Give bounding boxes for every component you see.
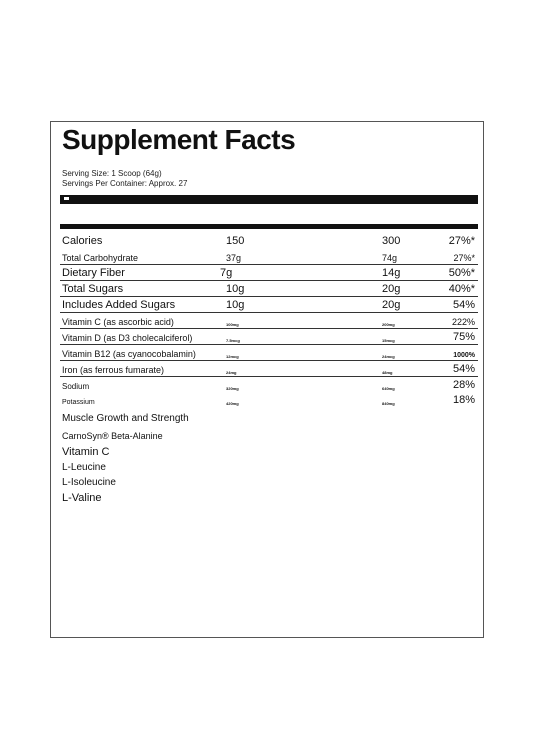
blend-title: Muscle Growth and Strength: [62, 413, 189, 424]
amount-per-two-servings: 640mg: [382, 386, 395, 391]
nutrient-row-added-sugars: [60, 296, 478, 313]
daily-value: 40%*: [448, 283, 475, 295]
amount-per-serving: 24mg: [226, 370, 237, 375]
amount-per-serving: 12mcg: [226, 354, 239, 359]
amount-per-two-servings: 24mcg: [382, 354, 395, 359]
nutrient-name: Calories: [62, 235, 103, 247]
nutrient-row-dietary-fiber: [60, 264, 478, 281]
nutrient-name: Sodium: [62, 382, 90, 391]
amount-per-two-servings: 20g: [382, 299, 401, 311]
nutrient-row-vitamin-d: [60, 328, 478, 345]
blend-item: Vitamin C: [62, 446, 110, 458]
nutrient-row-iron: [60, 360, 478, 377]
amount-per-two-servings: 74g: [382, 253, 398, 263]
amount-per-serving: 420mg: [226, 401, 239, 406]
nutrient-name: Iron (as ferrous fumarate): [62, 365, 165, 375]
amount-per-serving: 10g: [226, 283, 245, 295]
amount-per-serving: 320mg: [226, 386, 239, 391]
nutrient-row-potassium: [60, 391, 478, 407]
daily-value: 27%*: [448, 235, 475, 247]
amount-per-serving: 37g: [226, 253, 242, 263]
daily-value: 54%: [452, 363, 475, 375]
nutrient-row-vitamin-c: [60, 312, 478, 329]
amount-per-two-servings: 300: [382, 235, 401, 247]
nutrient-name: Potassium: [62, 399, 95, 406]
daily-value: 54%: [452, 299, 475, 311]
blend-item: CarnoSyn® Beta-Alanine: [62, 431, 163, 441]
supplement-facts-panel: [50, 121, 484, 638]
divider-mark: [64, 197, 69, 200]
amount-per-serving: 7g: [220, 267, 233, 279]
nutrient-row-total-carbohydrate: [60, 248, 478, 265]
daily-value: 75%: [452, 331, 475, 343]
amount-per-two-servings: 48mg: [382, 370, 393, 375]
nutrient-name: Total Carbohydrate: [62, 253, 139, 263]
amount-per-serving: 10g: [226, 299, 245, 311]
daily-value: 222%: [451, 317, 475, 327]
blend-item: L-Leucine: [62, 462, 106, 473]
amount-per-serving: 150: [226, 235, 245, 247]
amount-per-two-servings: 840mg: [382, 401, 395, 406]
amount-per-two-servings: 20g: [382, 283, 401, 295]
nutrient-row-sodium: [60, 376, 478, 392]
page-title: Supplement Facts: [62, 124, 296, 155]
blend-item: L-Valine: [62, 492, 102, 504]
nutrient-name: Vitamin B12 (as cyanocobalamin): [62, 349, 196, 359]
blend-item: L-Isoleucine: [62, 477, 116, 488]
amount-per-two-servings: 15mcg: [382, 338, 395, 343]
nutrient-name: Total Sugars: [62, 283, 124, 295]
amount-per-two-servings: 200mg: [382, 322, 395, 327]
medium-divider: [60, 224, 478, 229]
thick-divider: [60, 195, 478, 204]
daily-value: 28%: [452, 379, 475, 391]
servings-per-container: Servings Per Container: Approx. 27: [62, 179, 188, 188]
nutrient-row-vitamin-b12: [60, 344, 478, 361]
daily-value: 50%*: [448, 267, 475, 279]
serving-size: Serving Size: 1 Scoop (64g): [62, 169, 162, 178]
daily-value: 18%: [452, 394, 475, 406]
nutrient-name: Dietary Fiber: [62, 267, 125, 279]
nutrient-row-total-sugars: [60, 280, 478, 297]
amount-per-serving: 100mg: [226, 322, 239, 327]
nutrient-row-calories: [60, 232, 478, 248]
nutrient-name: Vitamin D (as D3 cholecalciferol): [62, 333, 193, 343]
daily-value: 1000%: [453, 352, 475, 359]
nutrient-name: Vitamin C (as ascorbic acid): [62, 317, 174, 327]
amount-per-two-servings: 14g: [382, 267, 401, 279]
daily-value: 27%*: [453, 253, 475, 263]
nutrient-name: Includes Added Sugars: [62, 299, 176, 311]
amount-per-serving: 7.5mcg: [226, 338, 240, 343]
